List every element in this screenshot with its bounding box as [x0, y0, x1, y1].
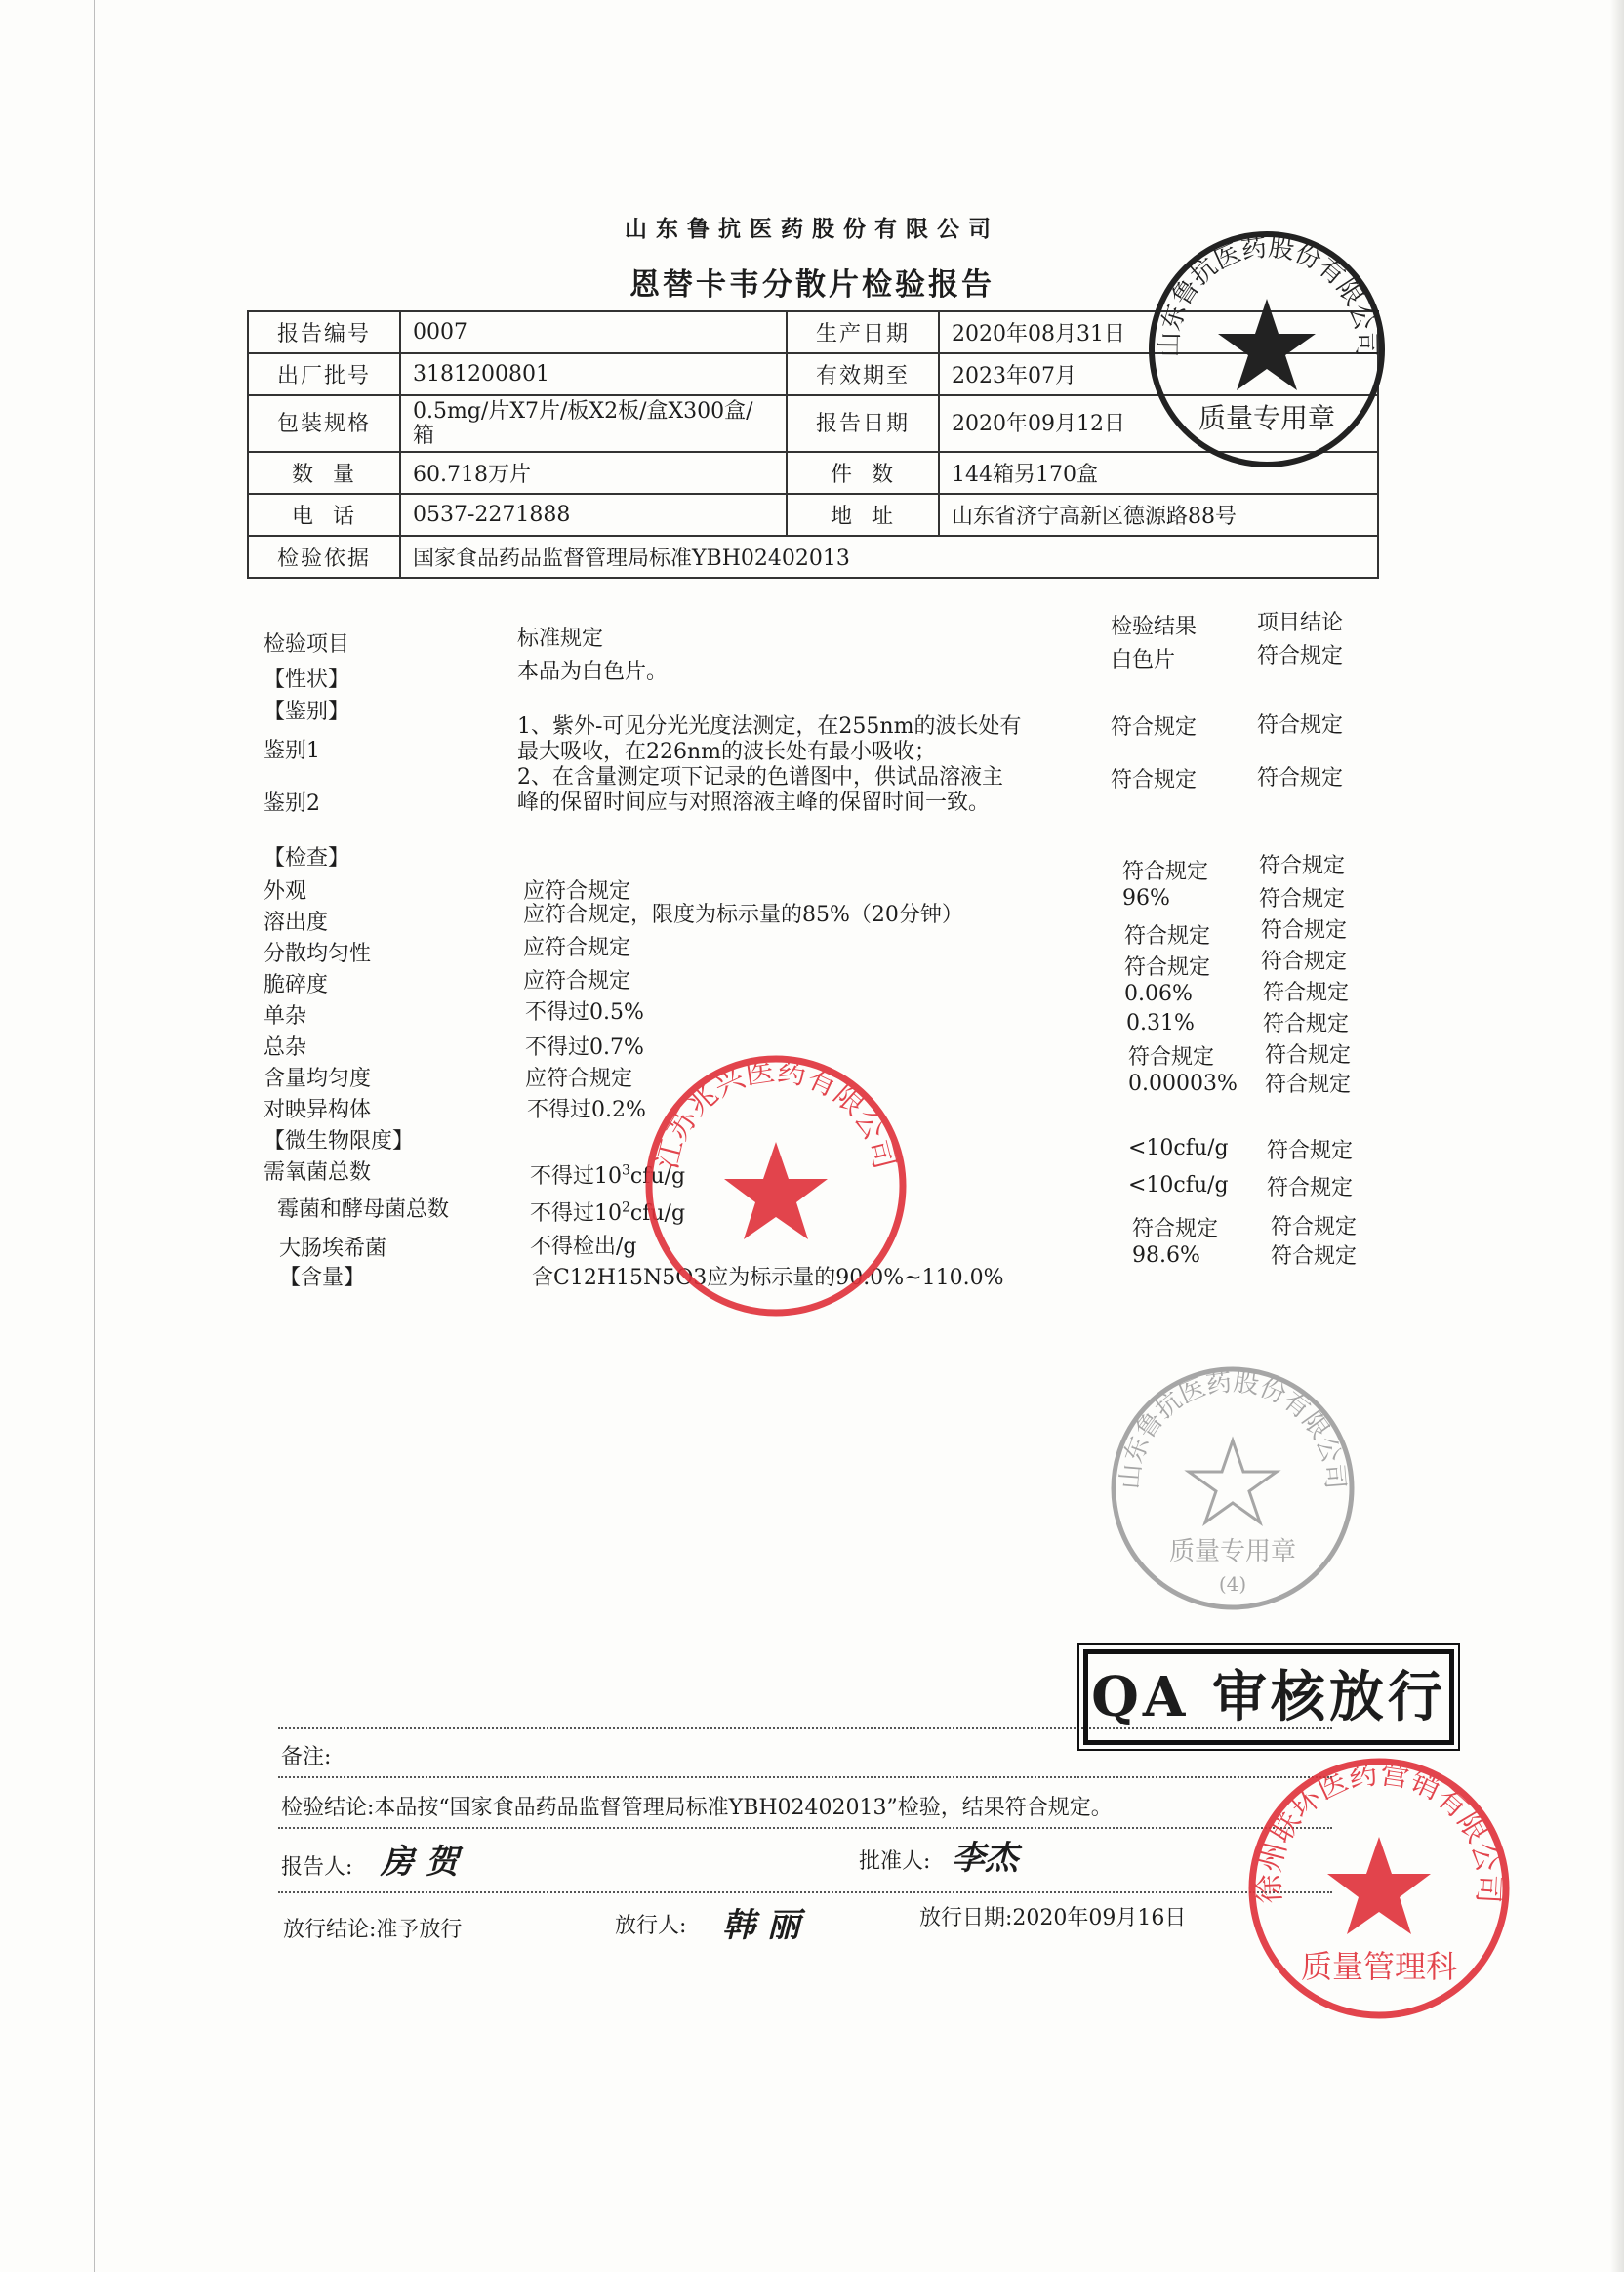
- pack-value: 0.5mg/片X7片/板X2板/盒X300盒/箱: [400, 395, 787, 452]
- test-conclusion: 符合规定: [1267, 1139, 1354, 1163]
- test-item: 总杂: [264, 1035, 307, 1060]
- company-name: 山东鲁抗医药股份有限公司: [625, 216, 999, 242]
- basis-label: 检验依据: [248, 536, 400, 578]
- report-no-value: 0007: [400, 311, 787, 353]
- test-row: [0, 765, 1624, 816]
- test-conclusion: 符合规定: [1271, 1215, 1358, 1239]
- test-conclusion: 符合规定: [1257, 766, 1344, 791]
- test-result: 0.06%: [1124, 982, 1193, 1006]
- test-conclusion: 符合规定: [1259, 887, 1346, 912]
- test-standard: [517, 714, 1021, 765]
- test-standard: 本品为白色片。: [517, 660, 669, 684]
- std-text: 不得过10: [530, 1201, 622, 1226]
- test-standard-line: 最大吸收，在226nm的波长处有最小吸收；: [517, 740, 937, 764]
- prod-date-value: 2020年08月31日: [939, 311, 1378, 353]
- batch-value: 3181200801: [400, 353, 787, 395]
- conclusion-text: 本品按“国家食品药品监督管理局标准YBH02402013”检验，结果符合规定。: [374, 1796, 1113, 1820]
- test-conclusion: 符合规定: [1261, 950, 1348, 974]
- seal-ring-text: 徐州联环医药营销有限公司: [1252, 1757, 1506, 1905]
- releaser-label: 放行人:: [615, 1914, 687, 1938]
- test-result: 符合规定: [1111, 768, 1198, 792]
- test-conclusion: 符合规定: [1265, 1043, 1352, 1068]
- test-result: 符合规定: [1111, 715, 1198, 740]
- std-text: 不得过10: [530, 1164, 622, 1189]
- test-conclusion: 符合规定: [1271, 1244, 1358, 1269]
- test-result: 符合规定: [1124, 955, 1211, 980]
- pack-label: 包装规格: [248, 395, 400, 452]
- test-item: 需氧菌总数: [264, 1160, 372, 1185]
- test-item: 【性状】: [264, 668, 350, 692]
- test-standard: [517, 765, 1003, 816]
- test-item: 【含量】: [279, 1266, 366, 1290]
- divider: [278, 1776, 1332, 1778]
- approver-signature: 李杰: [952, 1839, 1018, 1878]
- report-no-label: 报告编号: [248, 311, 400, 353]
- divider: [278, 1891, 1332, 1893]
- batch-label: 出厂批号: [248, 353, 400, 395]
- test-item: 单杂: [264, 1004, 307, 1029]
- test-item: 【微生物限度】: [264, 1129, 415, 1154]
- approver-label: 批准人:: [859, 1849, 931, 1874]
- test-item: 脆碎度: [264, 973, 329, 997]
- test-item: 【检查】: [264, 846, 350, 871]
- report-date-label: 报告日期: [787, 395, 939, 452]
- qty-label: 数 量: [248, 452, 400, 494]
- release-date-value: 2020年09月16日: [1012, 1906, 1187, 1930]
- company-quality-seal: [1140, 223, 1394, 476]
- test-item: 鉴别2: [264, 791, 320, 816]
- basis-value: 国家食品药品监督管理局标准YBH02402013: [400, 536, 1378, 578]
- test-result: <10cfu/g: [1128, 1136, 1229, 1160]
- test-item: 鉴别1: [264, 739, 320, 763]
- conclusion-line: [281, 1791, 1113, 1821]
- test-result: 符合规定: [1124, 924, 1211, 949]
- test-item: 大肠埃希菌: [279, 1237, 387, 1261]
- test-result: 白色片: [1111, 648, 1176, 672]
- header-item: 检验项目: [264, 632, 350, 657]
- seal-number: (4): [1218, 1572, 1247, 1596]
- expiry-value: 2023年07月: [939, 353, 1378, 395]
- pieces-value: 144箱另170盒: [939, 452, 1378, 494]
- test-item: 霉菌和酵母菌总数: [277, 1197, 450, 1222]
- test-row: [0, 841, 1624, 884]
- test-result: 0.31%: [1126, 1011, 1195, 1035]
- phone-label: 电 话: [248, 494, 400, 536]
- reporter-label: 报告人:: [281, 1855, 353, 1880]
- release-date-line: [919, 1901, 1186, 1931]
- test-item: 含量均匀度: [264, 1067, 372, 1091]
- divider: [278, 1827, 1332, 1829]
- test-standard: 应符合规定: [523, 969, 631, 994]
- release-value: 准予放行: [376, 1918, 463, 1942]
- test-conclusion: 符合规定: [1263, 981, 1350, 1005]
- seal-center-text: 质量专用章: [1168, 1537, 1297, 1566]
- test-row: [0, 968, 1624, 1006]
- qty-value: 60.718万片: [400, 452, 787, 494]
- seal-ring-text: 山东鲁抗医药股份有限公司: [1116, 1367, 1350, 1491]
- test-result: 96%: [1122, 886, 1170, 911]
- test-conclusion: 符合规定: [1265, 1073, 1352, 1097]
- test-result: 符合规定: [1122, 860, 1209, 884]
- std-exponent: 3: [622, 1162, 630, 1179]
- test-item: 外观: [264, 879, 307, 904]
- test-conclusion: 符合规定: [1257, 713, 1344, 738]
- test-row: [0, 936, 1624, 980]
- remark-label: 备注:: [281, 1745, 332, 1769]
- test-row: [0, 999, 1624, 1036]
- test-item: 分散均匀性: [264, 942, 372, 966]
- std-unit: cfu/g: [629, 1164, 686, 1189]
- test-result: 0.00003%: [1128, 1072, 1238, 1096]
- seal-ring-text: 山东鲁抗医药股份有限公司: [1155, 232, 1381, 358]
- test-result: 符合规定: [1132, 1217, 1219, 1241]
- report-date-value: 2020年09月12日: [939, 395, 1378, 452]
- test-standard-line: 2、在含量测定项下记录的色谱图中，供试品溶液主: [517, 765, 1003, 790]
- test-row: [0, 713, 1624, 764]
- svg-text:山东鲁抗医药股份有限公司: [1116, 1368, 1349, 1491]
- test-standard-line: 1、紫外-可见分光光度法测定，在255nm的波长处有: [517, 714, 1022, 739]
- test-conclusion: 符合规定: [1257, 644, 1344, 669]
- seal-ring-text: 江苏兆兴医药有限公司: [650, 1054, 902, 1173]
- test-standard-line: 峰的保留时间应与对照溶液主峰的保留时间一致。: [517, 791, 991, 815]
- test-standard: 不得过0.5%: [525, 1000, 644, 1025]
- pieces-label: 件 数: [787, 452, 939, 494]
- company-gray-seal: [1101, 1357, 1364, 1620]
- prod-date-label: 生产日期: [787, 311, 939, 353]
- test-table-header: [0, 611, 1624, 657]
- test-standard: 应符合规定: [523, 936, 631, 960]
- distributor-red-seal: [1238, 1747, 1521, 2030]
- test-standard: 不得检出/g: [530, 1235, 637, 1259]
- test-item: 【鉴别】: [264, 700, 350, 724]
- address-value: 山东省济宁高新区德源路88号: [939, 494, 1378, 536]
- test-standard: 不得过0.2%: [527, 1098, 646, 1122]
- header-standard: 标准规定: [517, 627, 604, 651]
- header-conclusion: 项目结论: [1257, 611, 1344, 635]
- test-conclusion: 符合规定: [1267, 1176, 1354, 1200]
- qa-release-stamp: QA 审核放行: [1083, 1649, 1454, 1745]
- test-item: 对映异构体: [264, 1098, 372, 1122]
- test-row: [0, 903, 1624, 949]
- report-title: 恩替卡韦分散片检验报告: [629, 267, 995, 303]
- test-conclusion: 符合规定: [1261, 918, 1348, 943]
- address-label: 地 址: [787, 494, 939, 536]
- release-label: 放行结论:: [283, 1918, 377, 1942]
- release-line: [283, 1913, 462, 1943]
- test-result: <10cfu/g: [1128, 1173, 1229, 1197]
- test-standard: 应符合规定: [525, 1067, 633, 1091]
- conclusion-label: 检验结论:: [281, 1796, 375, 1820]
- test-standard: 应符合规定，限度为标示量的85%（20分钟）: [523, 903, 963, 927]
- reporter-signature: 房 贺: [381, 1843, 459, 1882]
- test-result: 98.6%: [1132, 1243, 1200, 1268]
- header-result: 检验结果: [1111, 615, 1198, 639]
- std-unit: cfu/g: [629, 1201, 686, 1226]
- test-standard: 应符合规定: [523, 879, 631, 904]
- test-standard: 不得过0.7%: [525, 1035, 644, 1060]
- test-conclusion: 符合规定: [1259, 854, 1346, 878]
- test-standard: 含C12H15N5O3应为标示量的90.0%~110.0%: [532, 1266, 1004, 1290]
- seal-center-text: 质量专用章: [1198, 402, 1336, 434]
- release-date-label: 放行日期:: [919, 1906, 1013, 1930]
- phone-value: 0537-2271888: [400, 494, 787, 536]
- seal-center-text: 质量管理科: [1300, 1948, 1458, 1985]
- test-result: 符合规定: [1128, 1045, 1215, 1070]
- expiry-label: 有效期至: [787, 353, 939, 395]
- test-item: 溶出度: [264, 911, 329, 935]
- releaser-signature: 韩 丽: [722, 1906, 800, 1945]
- test-conclusion: 符合规定: [1263, 1012, 1350, 1036]
- std-exponent: 2: [622, 1199, 630, 1216]
- supplier-red-seal: [634, 1044, 917, 1327]
